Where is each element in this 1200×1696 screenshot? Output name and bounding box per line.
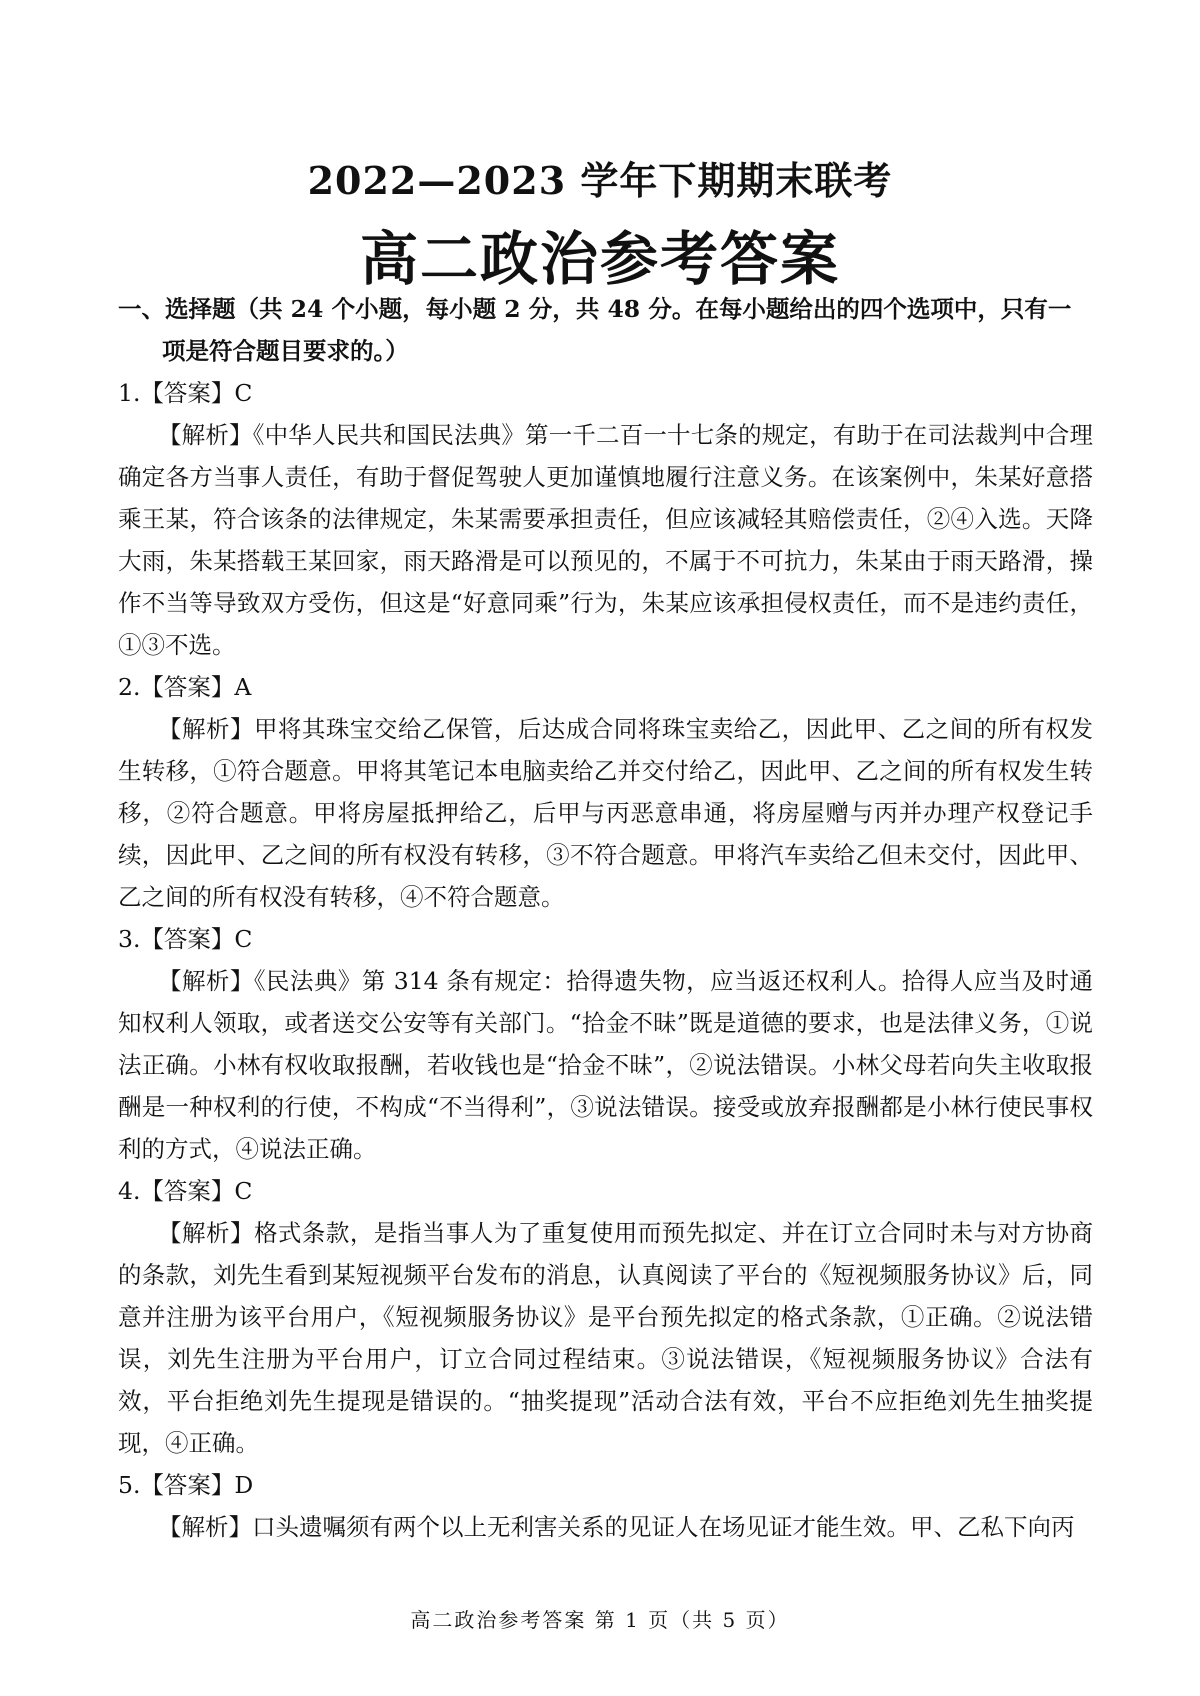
- explanation-paragraph: 【解析】格式条款，是指当事人为了重复使用而预先拟定、并在订立合同时未与对方协商的条款，刘先生看到某短视频平台发布的消息，认真阅读了平台的《短视频服务协议》后，同意并注册为该平台用户，《短视频服务协议》是平台预先拟定的格式条款，①正确。②说法错误，刘先生注册为平台用户，订立合同过程结束。③说法错误，《短视频服务协议》合法有效，平台拒绝刘先生提现是错误的。“抽奖提现”活动合法有效，平台不应拒绝刘先生抽奖提现，④正确。: [118, 1219, 1093, 1457]
- section-heading: 一、选择题（共 24 个小题，每小题 2 分，共 48 分。在每小题给出的四个选项中，只有一项是符合题目要求的。）: [118, 295, 1072, 365]
- answer-line: 2.【答案】A: [118, 673, 252, 701]
- explanation-paragraph: 【解析】甲将其珠宝交给乙保管，后达成合同将珠宝卖给乙，因此甲、乙之间的所有权发生转移，①符合题意。甲将其笔记本电脑卖给乙并交付给乙，因此甲、乙之间的所有权发生转移，②符合题意。甲将房屋抵押给乙，后甲与丙恶意串通，将房屋赠与丙并办理产权登记手续，因此甲、乙之间的所有权没有转移，③不符合题意。甲将汽车卖给乙但未交付，因此甲、乙之间的所有权没有转移，④不符合题意。: [118, 715, 1093, 911]
- explanation-paragraph: 【解析】《民法典》第 314 条有规定：拾得遗失物，应当返还权利人。拾得人应当及时通知权利人领取，或者送交公安等有关部门。“拾金不昧”既是道德的要求，也是法律义务，①说法正确。小林有权收取报酬，若收钱也是“拾金不昧”，②说法错误。小林父母若向失主收取报酬是一种权利的行使，不构成“不当得利”，③说法错误。接受或放弃报酬都是小林行使民事权利的方式，④说法正确。: [118, 967, 1093, 1163]
- page-footer: 高二政治参考答案 第 1 页（共 5 页）: [410, 1608, 790, 1632]
- question-block-5: [118, 1464, 1093, 1548]
- explanation-paragraph: 【解析】《中华人民共和国民法典》第一千二百一十七条的规定，有助于在司法裁判中合理确定各方当事人责任，有助于督促驾驶人更加谨慎地履行注意义务。在该案例中，朱某好意搭乘王某，符合该条的法律规定，朱某需要承担责任，但应该减轻其赔偿责任，②④入选。天降大雨，朱某搭载王某回家，雨天路滑是可以预见的，不属于不可抗力，朱某由于雨天路滑，操作不当等导致双方受伤，但这是“好意同乘”行为，朱某应该承担侵权责任，而不是违约责任，①③不选。: [118, 421, 1093, 659]
- answer-line: 3.【答案】C: [118, 925, 253, 953]
- exam-title: 2022—2023 学年下期期末联考: [307, 158, 893, 203]
- answer-line: 4.【答案】C: [118, 1177, 253, 1205]
- document-body: [118, 288, 1093, 1548]
- question-block-3: [118, 918, 1093, 1170]
- answer-line: 1.【答案】C: [118, 379, 253, 407]
- question-block-4: [118, 1170, 1093, 1464]
- explanation-paragraph: 【解析】口头遗嘱须有两个以上无利害关系的见证人在场见证才能生效。甲、乙私下向丙: [158, 1513, 1075, 1541]
- answer-line: 5.【答案】D: [118, 1471, 254, 1499]
- question-block-2: [118, 666, 1093, 918]
- answer-key-title: 高二政治参考答案: [359, 225, 840, 293]
- question-block-1: [118, 372, 1093, 666]
